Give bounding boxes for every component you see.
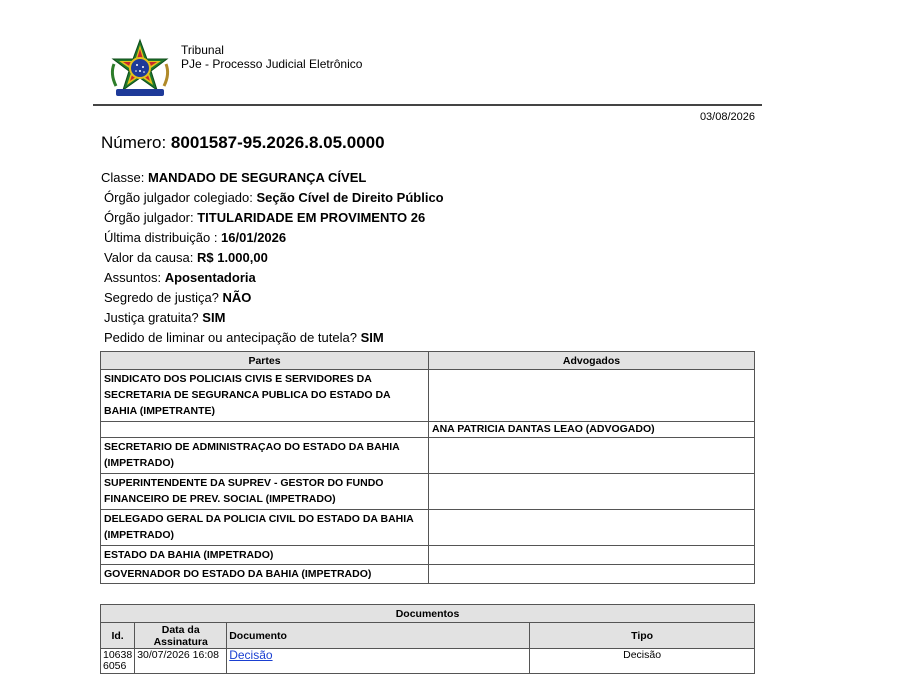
header-divider: [93, 104, 762, 106]
field-label: Segredo de justiça?: [104, 290, 223, 305]
advogado-cell: ANA PATRICIA DANTAS LEAO (ADVOGADO): [429, 422, 755, 438]
field-orgao-julgador: [101, 208, 444, 228]
doc-data: 30/07/2026 16:08: [135, 649, 227, 674]
advogado-cell: [429, 546, 755, 565]
case-number: [101, 133, 385, 153]
field-label: Pedido de liminar ou antecipação de tutela?: [104, 330, 361, 345]
parte-cell: DELEGADO GERAL DA POLICIA CIVIL DO ESTADO DA BAHIA (IMPETRADO): [101, 510, 429, 546]
col-data-assinatura: Data da Assinatura: [135, 623, 227, 649]
field-label: Assuntos:: [104, 270, 165, 285]
field-orgao-colegiado: [101, 188, 444, 208]
doc-documento-cell: [227, 649, 530, 674]
field-value: R$ 1.000,00: [196, 250, 268, 265]
parte-cell: SUPERINTENDENTE DA SUPREV - GESTOR DO FUNDO FINANCEIRO DE PREV. SOCIAL (IMPETRADO): [101, 474, 429, 510]
field-assuntos: [101, 268, 444, 288]
field-segredo-justica: [101, 288, 444, 308]
table-row: [101, 422, 755, 438]
partes-header-row: [101, 352, 755, 370]
advogado-cell: [429, 510, 755, 546]
advogado-cell: [429, 474, 755, 510]
field-label: Classe:: [101, 170, 148, 185]
field-value: SIM: [360, 330, 384, 345]
field-ultima-distribuicao: [101, 228, 444, 248]
field-label: Órgão julgador:: [104, 210, 198, 225]
field-label: Valor da causa:: [104, 250, 197, 265]
field-classe: [101, 168, 444, 188]
field-pedido-liminar: [101, 328, 444, 348]
field-value: Seção Cível de Direito Público: [256, 190, 444, 205]
field-value: NÃO: [222, 290, 252, 305]
table-row: [101, 546, 755, 565]
field-justica-gratuita: [101, 308, 444, 328]
court-name: Tribunal: [181, 43, 224, 57]
doc-tipo: Decisão: [530, 649, 755, 674]
field-label: Justiça gratuita?: [104, 310, 203, 325]
documentos-table: [100, 604, 755, 674]
advogado-cell: [429, 565, 755, 584]
system-name: PJe - Processo Judicial Eletrônico: [181, 57, 363, 71]
documentos-caption-row: [101, 605, 755, 623]
field-label: Órgão julgador colegiado:: [104, 190, 257, 205]
case-details: [101, 168, 444, 348]
col-tipo: Tipo: [530, 623, 755, 649]
doc-id-part1: 10638: [103, 649, 133, 661]
advogado-cell: [429, 438, 755, 474]
table-row: [101, 510, 755, 546]
case-number-label: Número:: [101, 133, 167, 152]
doc-id-part2: 6056: [103, 660, 127, 672]
advogado-cell: [429, 370, 755, 422]
table-row: [101, 370, 755, 422]
case-number-value: 8001587-95.2026.8.05.0000: [170, 133, 385, 152]
col-advogados: Advogados: [429, 352, 755, 370]
field-valor-causa: [101, 248, 444, 268]
field-label: Última distribuição :: [104, 230, 222, 245]
documentos-caption: Documentos: [101, 605, 755, 623]
col-id: Id.: [101, 623, 135, 649]
brazil-coat-of-arms-emblem: [106, 38, 174, 102]
table-row: [101, 474, 755, 510]
doc-id: [101, 649, 135, 674]
field-value: SIM: [202, 310, 226, 325]
parte-cell: GOVERNADOR DO ESTADO DA BAHIA (IMPETRADO): [101, 565, 429, 584]
parte-cell: ESTADO DA BAHIA (IMPETRADO): [101, 546, 429, 565]
documentos-header-row: [101, 623, 755, 649]
doc-link[interactable]: Decisão: [229, 648, 273, 662]
court-heading: [181, 43, 362, 71]
table-row: [101, 438, 755, 474]
field-value: TITULARIDADE EM PROVIMENTO 26: [197, 210, 426, 225]
field-value: 16/01/2026: [221, 230, 287, 245]
col-documento: Documento: [227, 623, 530, 649]
field-value: MANDADO DE SEGURANÇA CÍVEL: [147, 170, 367, 185]
table-row: [101, 565, 755, 584]
parte-cell: SINDICATO DOS POLICIAIS CIVIS E SERVIDORES DA SECRETARIA DE SEGURANCA PUBLICA DO ESTADO DA BAHIA (IMPETRANTE): [101, 370, 429, 422]
field-value: Aposentadoria: [164, 270, 256, 285]
partes-table: [100, 351, 755, 584]
col-partes: Partes: [101, 352, 429, 370]
document-date: 03/08/2026: [699, 111, 755, 123]
parte-cell: [101, 422, 429, 438]
parte-cell: SECRETARIO DE ADMINISTRAÇAO DO ESTADO DA BAHIA (IMPETRADO): [101, 438, 429, 474]
table-row: [101, 649, 755, 674]
